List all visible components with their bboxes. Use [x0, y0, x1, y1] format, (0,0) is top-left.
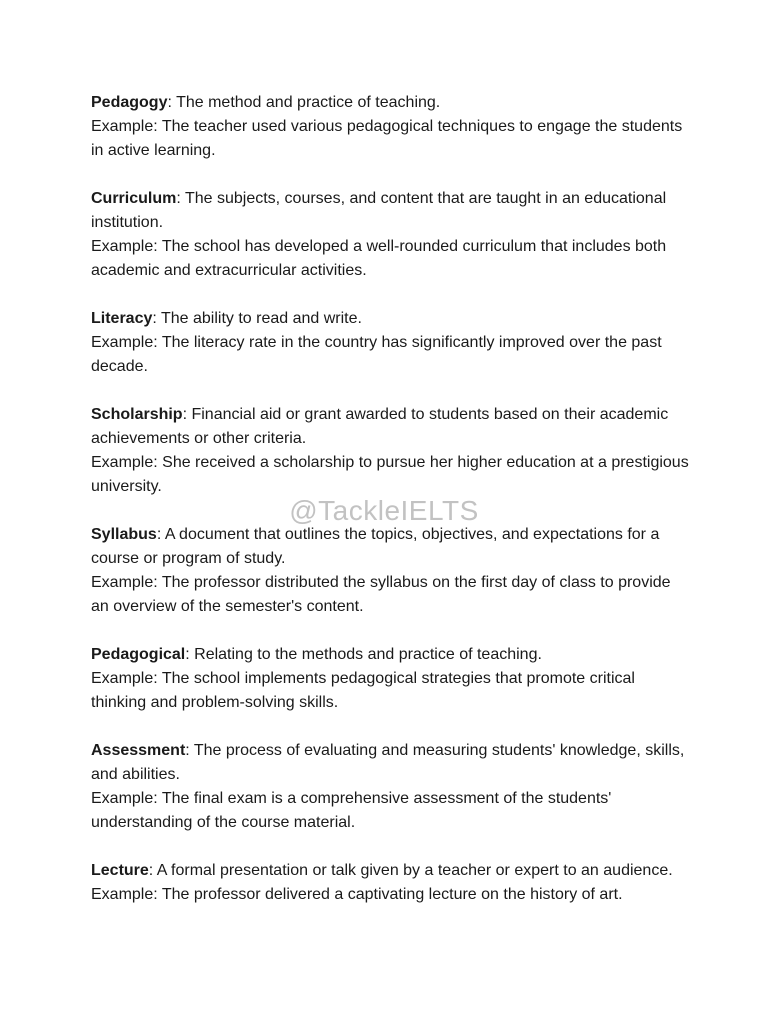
definition-line: [91, 739, 691, 787]
definition-line: [91, 643, 691, 667]
definition: : The ability to read and write.: [152, 310, 362, 327]
entry-assessment: [91, 739, 691, 835]
definition-line: [91, 307, 691, 331]
example: Example: The school has developed a well-rounded curriculum that includes both academic and extracurricular activities.: [91, 238, 667, 279]
entry-pedagogical: [91, 643, 691, 715]
entry-curriculum: [91, 187, 691, 283]
definition: : A formal presentation or talk given by a teacher or expert to an audience.: [148, 862, 673, 879]
example: Example: The professor delivered a captivating lecture on the history of art.: [91, 886, 623, 903]
example: Example: The school implements pedagogical strategies that promote critical thinking and problem-solving skills.: [91, 670, 635, 711]
definition: : The process of evaluating and measuring students' knowledge, skills, and abilities.: [91, 742, 685, 783]
definition: : Financial aid or grant awarded to students based on their academic achievements or other criteria.: [91, 406, 669, 447]
term: Syllabus: [91, 526, 157, 543]
entry-scholarship: [91, 403, 691, 499]
term: Pedagogy: [91, 94, 168, 111]
example: Example: She received a scholarship to pursue her higher education at a prestigious university.: [91, 454, 689, 495]
definition: : The subjects, courses, and content that are taught in an educational institution.: [91, 190, 667, 231]
entry-pedagogy: [91, 91, 691, 163]
term: Assessment: [91, 742, 186, 759]
entry-lecture: [91, 859, 691, 907]
example: Example: The literacy rate in the country has significantly improved over the past decade.: [91, 334, 662, 375]
definition-line: [91, 91, 691, 115]
term: Literacy: [91, 310, 153, 327]
definition-line: [91, 523, 691, 571]
entry-literacy: [91, 307, 691, 379]
term: Curriculum: [91, 190, 177, 207]
vocabulary-document: [91, 91, 691, 931]
entry-syllabus: [91, 523, 691, 619]
term: Lecture: [91, 862, 149, 879]
term: Pedagogical: [91, 646, 186, 663]
definition: : The method and practice of teaching.: [167, 94, 441, 111]
term: Scholarship: [91, 406, 183, 423]
example: Example: The final exam is a comprehensive assessment of the students' understanding of the course material.: [91, 790, 612, 831]
watermark: @TackleIELTS: [289, 495, 479, 526]
example: Example: The professor distributed the syllabus on the first day of class to provide an overview of the semester's content.: [91, 574, 671, 615]
example: Example: The teacher used various pedagogical techniques to engage the students in active learning.: [91, 118, 683, 159]
definition-line: [91, 187, 691, 235]
definition: : A document that outlines the topics, objectives, and expectations for a course or program of study.: [91, 526, 660, 567]
definition: : Relating to the methods and practice of teaching.: [185, 646, 542, 663]
definition-line: [91, 859, 691, 883]
definition-line: [91, 403, 691, 451]
